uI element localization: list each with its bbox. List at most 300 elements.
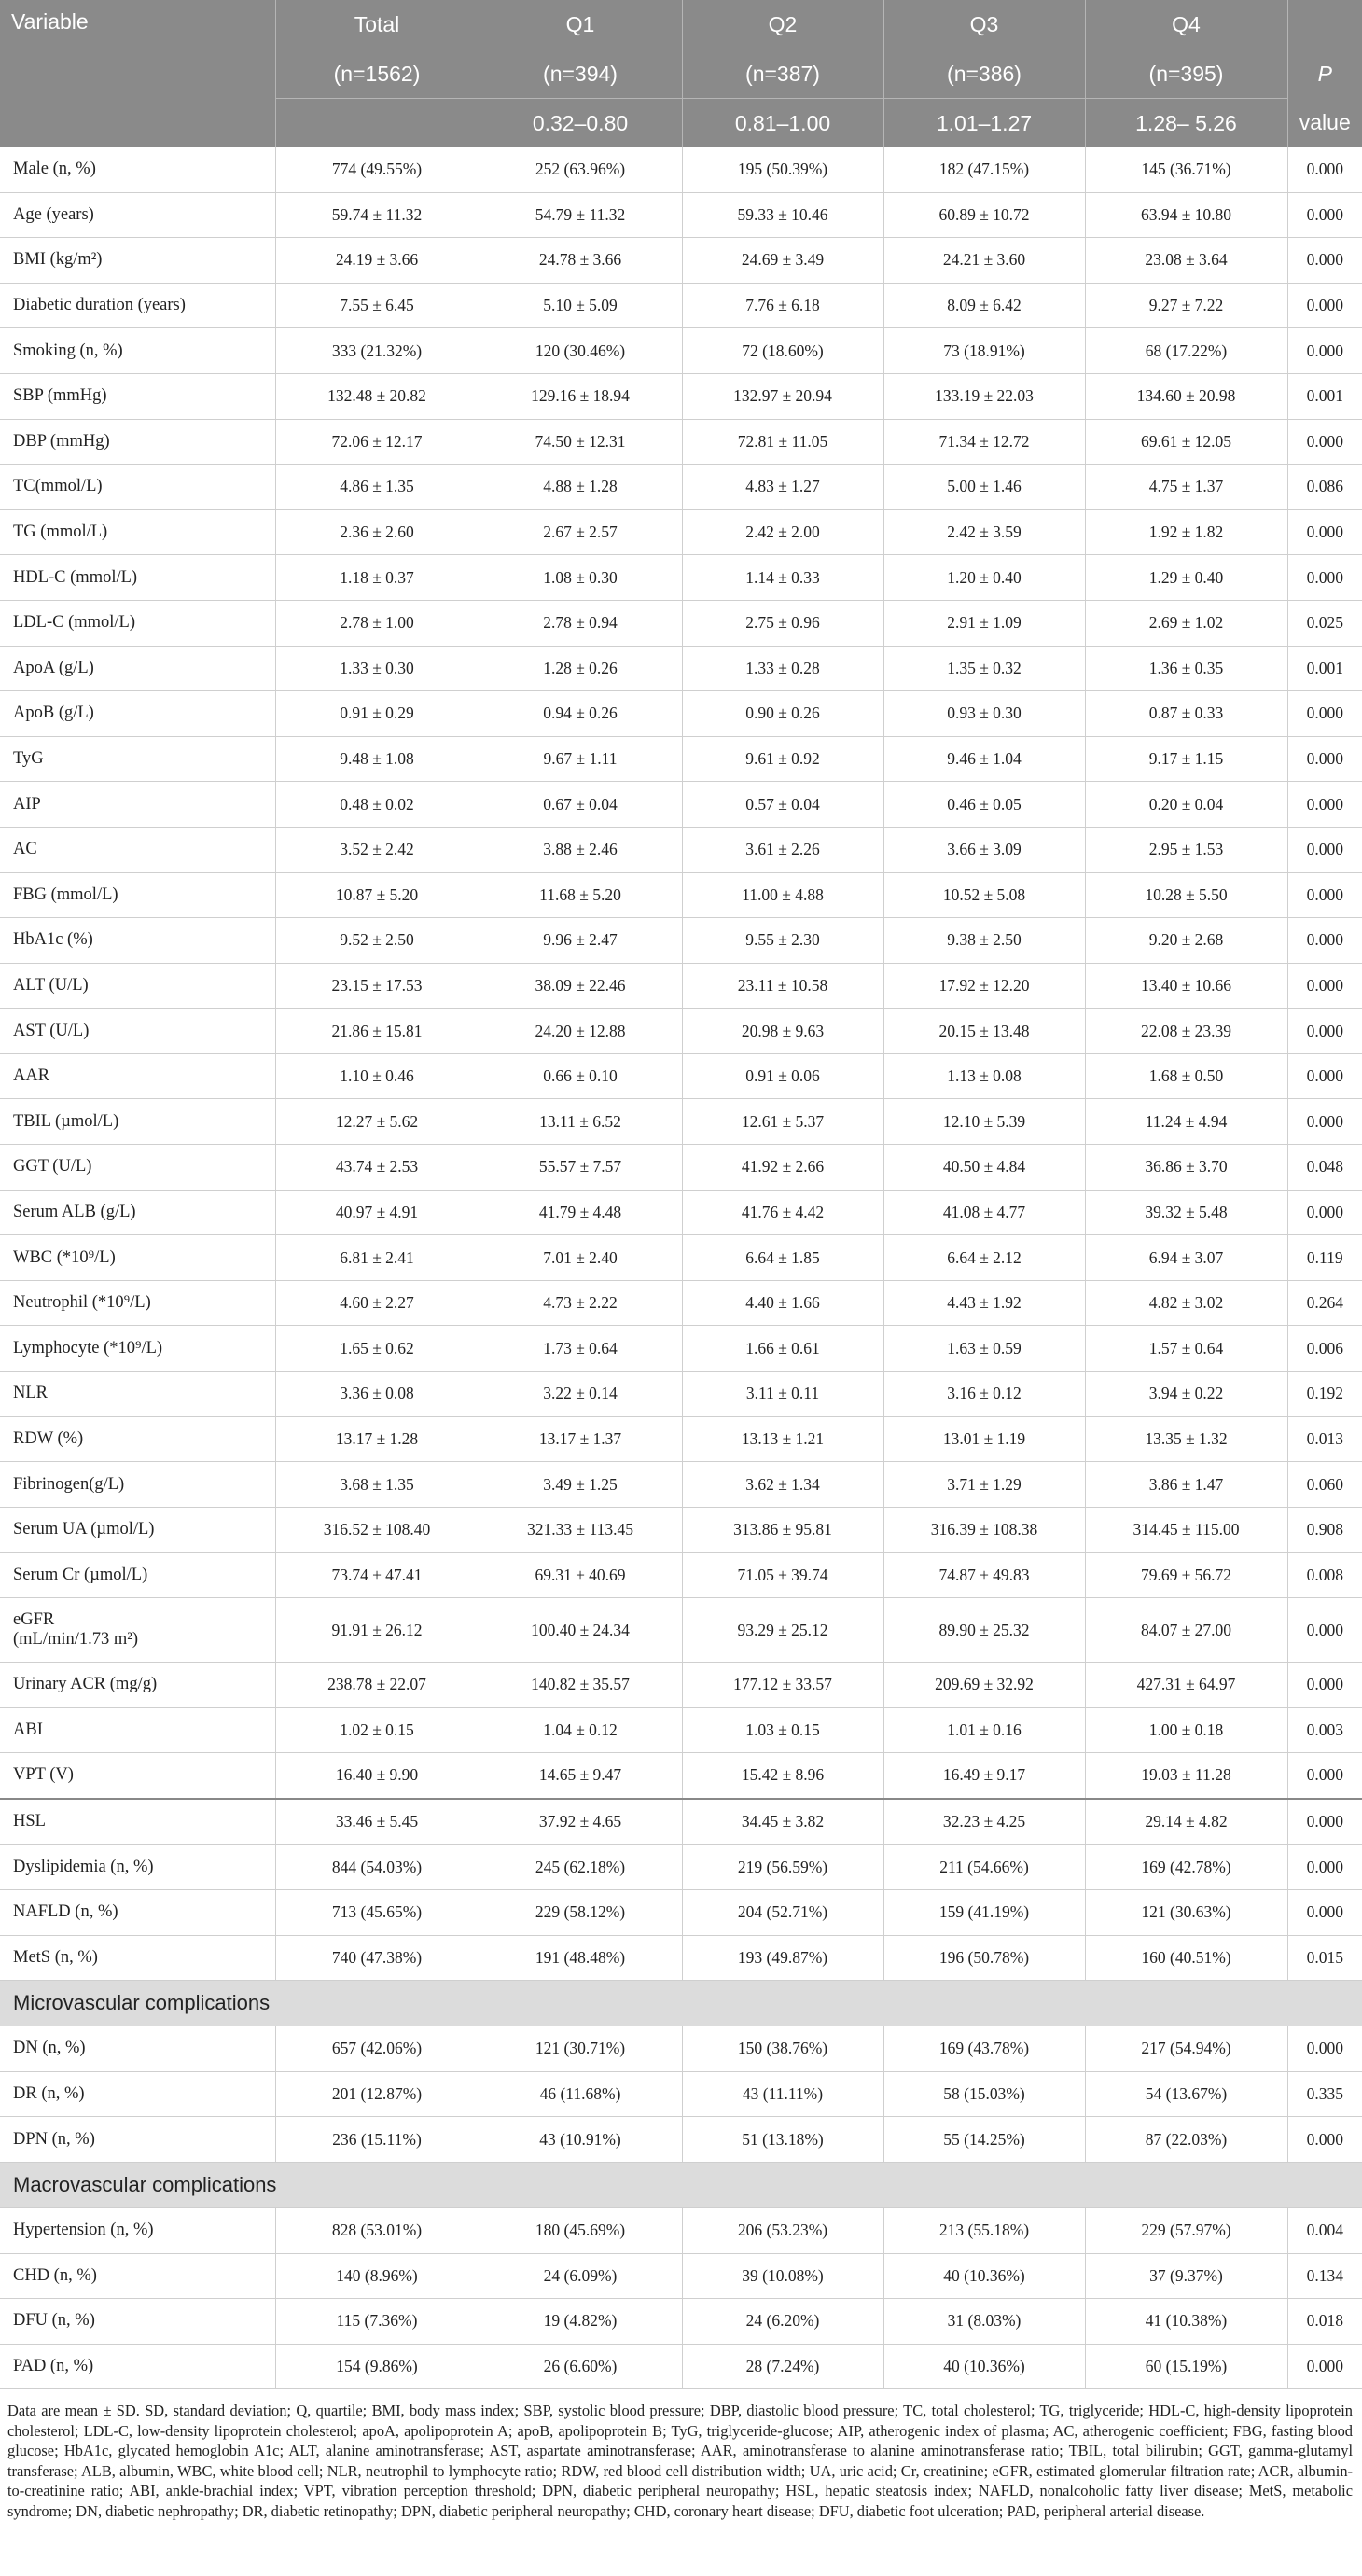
p-value-cell: 0.264 (1287, 1280, 1362, 1326)
q3-cell: 169 (43.78%) (883, 2026, 1085, 2072)
header-group-n: (n=386) (883, 49, 1085, 99)
q3-cell: 24.21 ± 3.60 (883, 238, 1085, 284)
table-row (0, 2299, 1362, 2345)
p-value-cell: 0.000 (1287, 827, 1362, 872)
table-row (0, 1935, 1362, 1981)
p-value-cell: 0.048 (1287, 1145, 1362, 1191)
p-value-cell: 0.000 (1287, 2026, 1362, 2072)
variable-cell: TG (mmol/L) (0, 509, 275, 555)
q3-cell: 316.39 ± 108.38 (883, 1507, 1085, 1553)
q4-cell: 84.07 ± 27.00 (1085, 1598, 1287, 1663)
q4-cell: 6.94 ± 3.07 (1085, 1235, 1287, 1281)
variable-cell: Serum UA (µmol/L) (0, 1507, 275, 1553)
q2-cell: 1.03 ± 0.15 (682, 1707, 883, 1753)
table-row (0, 419, 1362, 465)
table-row (0, 555, 1362, 601)
table-row (0, 192, 1362, 238)
q3-cell: 17.92 ± 12.20 (883, 963, 1085, 1009)
total-cell: 91.91 ± 26.12 (275, 1598, 479, 1663)
q3-cell: 40.50 ± 4.84 (883, 1145, 1085, 1191)
p-value-cell: 0.000 (1287, 555, 1362, 601)
q4-cell: 11.24 ± 4.94 (1085, 1099, 1287, 1145)
variable-cell: MetS (n, %) (0, 1935, 275, 1981)
q2-cell: 150 (38.76%) (682, 2026, 883, 2072)
total-cell: 9.52 ± 2.50 (275, 918, 479, 964)
q2-cell: 132.97 ± 20.94 (682, 373, 883, 419)
q2-cell: 24.69 ± 3.49 (682, 238, 883, 284)
table-row (0, 2026, 1362, 2072)
q1-cell: 46 (11.68%) (479, 2071, 682, 2117)
variable-cell: ApoA (g/L) (0, 646, 275, 691)
q3-cell: 159 (41.19%) (883, 1889, 1085, 1935)
q4-cell: 39.32 ± 5.48 (1085, 1190, 1287, 1235)
total-cell: 24.19 ± 3.66 (275, 238, 479, 284)
q2-cell: 313.86 ± 95.81 (682, 1507, 883, 1553)
q3-cell: 55 (14.25%) (883, 2117, 1085, 2163)
q4-cell: 60 (15.19%) (1085, 2344, 1287, 2389)
variable-cell: Hypertension (n, %) (0, 2207, 275, 2253)
table-body (0, 147, 1362, 2389)
q1-cell: 191 (48.48%) (479, 1935, 682, 1981)
total-cell: 0.91 ± 0.29 (275, 691, 479, 737)
q3-cell: 182 (47.15%) (883, 147, 1085, 192)
table-row (0, 465, 1362, 510)
variable-cell: DN (n, %) (0, 2026, 275, 2072)
variable-cell: Serum ALB (g/L) (0, 1190, 275, 1235)
q3-cell: 5.00 ± 1.46 (883, 465, 1085, 510)
table-row (0, 2207, 1362, 2253)
header-group-range: 0.81–1.00 (682, 99, 883, 148)
header-group-range: 0.32–0.80 (479, 99, 682, 148)
q2-cell: 177.12 ± 33.57 (682, 1663, 883, 1708)
total-cell: 3.52 ± 2.42 (275, 827, 479, 872)
total-cell: 33.46 ± 5.45 (275, 1799, 479, 1845)
header-variable: Variable (0, 0, 275, 147)
q1-cell: 11.68 ± 5.20 (479, 872, 682, 918)
p-value-cell: 0.001 (1287, 646, 1362, 691)
p-value-cell: 0.000 (1287, 419, 1362, 465)
q4-cell: 1.68 ± 0.50 (1085, 1053, 1287, 1099)
total-cell: 3.36 ± 0.08 (275, 1372, 479, 1417)
q4-cell: 1.00 ± 0.18 (1085, 1707, 1287, 1753)
q1-cell: 0.66 ± 0.10 (479, 1053, 682, 1099)
q2-cell: 219 (56.59%) (682, 1845, 883, 1890)
q1-cell: 43 (10.91%) (479, 2117, 682, 2163)
q4-cell: 22.08 ± 23.39 (1085, 1009, 1287, 1054)
header-group-name: Q3 (883, 0, 1085, 49)
p-value-cell: 0.000 (1287, 328, 1362, 374)
total-cell: 140 (8.96%) (275, 2253, 479, 2299)
section-title: Macrovascular complications (0, 2162, 1362, 2207)
q1-cell: 321.33 ± 113.45 (479, 1507, 682, 1553)
total-cell: 844 (54.03%) (275, 1845, 479, 1890)
p-value-cell: 0.000 (1287, 1799, 1362, 1845)
q2-cell: 34.45 ± 3.82 (682, 1799, 883, 1845)
q4-cell: 37 (9.37%) (1085, 2253, 1287, 2299)
variable-cell: FBG (mmol/L) (0, 872, 275, 918)
total-cell: 316.52 ± 108.40 (275, 1507, 479, 1553)
header-group-name: Q2 (682, 0, 883, 49)
variable-cell: AC (0, 827, 275, 872)
q4-cell: 10.28 ± 5.50 (1085, 872, 1287, 918)
q2-cell: 15.42 ± 8.96 (682, 1753, 883, 1799)
table-row (0, 1235, 1362, 1281)
variable-cell: RDW (%) (0, 1416, 275, 1462)
total-cell: 4.86 ± 1.35 (275, 465, 479, 510)
table-row (0, 872, 1362, 918)
q2-cell: 39 (10.08%) (682, 2253, 883, 2299)
q3-cell: 3.71 ± 1.29 (883, 1462, 1085, 1508)
total-cell: 828 (53.01%) (275, 2207, 479, 2253)
q2-cell: 93.29 ± 25.12 (682, 1598, 883, 1663)
q2-cell: 41.92 ± 2.66 (682, 1145, 883, 1191)
variable-cell: ABI (0, 1707, 275, 1753)
table-row (0, 147, 1362, 192)
q1-cell: 37.92 ± 4.65 (479, 1799, 682, 1845)
header-group-name: Total (275, 0, 479, 49)
q3-cell: 20.15 ± 13.48 (883, 1009, 1085, 1054)
total-cell: 201 (12.87%) (275, 2071, 479, 2117)
q1-cell: 13.17 ± 1.37 (479, 1416, 682, 1462)
q1-cell: 3.49 ± 1.25 (479, 1462, 682, 1508)
q3-cell: 3.66 ± 3.09 (883, 827, 1085, 872)
q4-cell: 4.75 ± 1.37 (1085, 465, 1287, 510)
q1-cell: 3.22 ± 0.14 (479, 1372, 682, 1417)
q1-cell: 0.94 ± 0.26 (479, 691, 682, 737)
table-row (0, 1053, 1362, 1099)
p-value-cell: 0.000 (1287, 192, 1362, 238)
variable-cell: HbA1c (%) (0, 918, 275, 964)
q3-cell: 2.42 ± 3.59 (883, 509, 1085, 555)
variable-cell: SBP (mmHg) (0, 373, 275, 419)
q1-cell: 54.79 ± 11.32 (479, 192, 682, 238)
variable-cell: CHD (n, %) (0, 2253, 275, 2299)
section-row (0, 1981, 1362, 2026)
q4-cell: 87 (22.03%) (1085, 2117, 1287, 2163)
q4-cell: 9.17 ± 1.15 (1085, 736, 1287, 782)
q4-cell: 3.94 ± 0.22 (1085, 1372, 1287, 1417)
variable-cell: Dyslipidemia (n, %) (0, 1845, 275, 1890)
q3-cell: 58 (15.03%) (883, 2071, 1085, 2117)
variable-cell: DR (n, %) (0, 2071, 275, 2117)
q2-cell: 9.55 ± 2.30 (682, 918, 883, 964)
table-row (0, 1462, 1362, 1508)
variable-cell: TBIL (µmol/L) (0, 1099, 275, 1145)
q4-cell: 9.27 ± 7.22 (1085, 283, 1287, 328)
variable-cell: Fibrinogen(g/L) (0, 1462, 275, 1508)
q3-cell: 41.08 ± 4.77 (883, 1190, 1085, 1235)
total-cell: 10.87 ± 5.20 (275, 872, 479, 918)
p-value-cell: 0.013 (1287, 1416, 1362, 1462)
table-row (0, 1372, 1362, 1417)
q1-cell: 245 (62.18%) (479, 1845, 682, 1890)
q2-cell: 41.76 ± 4.42 (682, 1190, 883, 1235)
variable-cell: HDL-C (mmol/L) (0, 555, 275, 601)
p-value-cell: 0.008 (1287, 1553, 1362, 1598)
table-row (0, 1190, 1362, 1235)
q4-cell: 23.08 ± 3.64 (1085, 238, 1287, 284)
q4-cell: 63.94 ± 10.80 (1085, 192, 1287, 238)
table-row (0, 1099, 1362, 1145)
total-cell: 1.02 ± 0.15 (275, 1707, 479, 1753)
q4-cell: 217 (54.94%) (1085, 2026, 1287, 2072)
q4-cell: 229 (57.97%) (1085, 2207, 1287, 2253)
q4-cell: 36.86 ± 3.70 (1085, 1145, 1287, 1191)
q3-cell: 16.49 ± 9.17 (883, 1753, 1085, 1799)
q4-cell: 9.20 ± 2.68 (1085, 918, 1287, 964)
p-value-cell: 0.000 (1287, 283, 1362, 328)
q2-cell: 3.61 ± 2.26 (682, 827, 883, 872)
q3-cell: 1.13 ± 0.08 (883, 1053, 1085, 1099)
table-row (0, 646, 1362, 691)
q4-cell: 19.03 ± 11.28 (1085, 1753, 1287, 1799)
q3-cell: 3.16 ± 0.12 (883, 1372, 1085, 1417)
q2-cell: 24 (6.20%) (682, 2299, 883, 2345)
q3-cell: 89.90 ± 25.32 (883, 1598, 1085, 1663)
q3-cell: 31 (8.03%) (883, 2299, 1085, 2345)
q3-cell: 32.23 ± 4.25 (883, 1799, 1085, 1845)
q2-cell: 4.83 ± 1.27 (682, 465, 883, 510)
q4-cell: 41 (10.38%) (1085, 2299, 1287, 2345)
p-value-cell: 0.060 (1287, 1462, 1362, 1508)
q3-cell: 10.52 ± 5.08 (883, 872, 1085, 918)
total-cell: 72.06 ± 12.17 (275, 419, 479, 465)
table-row (0, 2253, 1362, 2299)
q2-cell: 1.66 ± 0.61 (682, 1326, 883, 1372)
q2-cell: 204 (52.71%) (682, 1889, 883, 1935)
variable-cell: VPT (V) (0, 1753, 275, 1799)
q2-cell: 72.81 ± 11.05 (682, 419, 883, 465)
p-value-cell: 0.018 (1287, 2299, 1362, 2345)
q1-cell: 13.11 ± 6.52 (479, 1099, 682, 1145)
q1-cell: 41.79 ± 4.48 (479, 1190, 682, 1235)
table-row (0, 600, 1362, 646)
variable-cell: DPN (n, %) (0, 2117, 275, 2163)
q3-cell: 40 (10.36%) (883, 2344, 1085, 2389)
q4-cell: 1.29 ± 0.40 (1085, 555, 1287, 601)
q4-cell: 13.35 ± 1.32 (1085, 1416, 1287, 1462)
q4-cell: 1.92 ± 1.82 (1085, 509, 1287, 555)
q3-cell: 12.10 ± 5.39 (883, 1099, 1085, 1145)
q4-cell: 3.86 ± 1.47 (1085, 1462, 1287, 1508)
q2-cell: 59.33 ± 10.46 (682, 192, 883, 238)
q1-cell: 24.20 ± 12.88 (479, 1009, 682, 1054)
table-header (0, 0, 1362, 147)
table-row (0, 509, 1362, 555)
q4-cell: 0.87 ± 0.33 (1085, 691, 1287, 737)
total-cell: 1.10 ± 0.46 (275, 1053, 479, 1099)
table-row (0, 2344, 1362, 2389)
p-value-cell: 0.000 (1287, 1889, 1362, 1935)
total-cell: 1.65 ± 0.62 (275, 1326, 479, 1372)
variable-cell: Diabetic duration (years) (0, 283, 275, 328)
total-cell: 132.48 ± 20.82 (275, 373, 479, 419)
p-value-cell: 0.000 (1287, 1190, 1362, 1235)
q2-cell: 7.76 ± 6.18 (682, 283, 883, 328)
q2-cell: 13.13 ± 1.21 (682, 1416, 883, 1462)
q1-cell: 2.67 ± 2.57 (479, 509, 682, 555)
total-cell: 73.74 ± 47.41 (275, 1553, 479, 1598)
table-row (0, 1799, 1362, 1845)
q2-cell: 28 (7.24%) (682, 2344, 883, 2389)
total-cell: 23.15 ± 17.53 (275, 963, 479, 1009)
p-value-cell: 0.000 (1287, 691, 1362, 737)
p-value-cell: 0.000 (1287, 1598, 1362, 1663)
q3-cell: 1.63 ± 0.59 (883, 1326, 1085, 1372)
q2-cell: 4.40 ± 1.66 (682, 1280, 883, 1326)
q1-cell: 4.88 ± 1.28 (479, 465, 682, 510)
header-group-n: (n=395) (1085, 49, 1287, 99)
variable-cell: ALT (U/L) (0, 963, 275, 1009)
total-cell: 1.18 ± 0.37 (275, 555, 479, 601)
table-row (0, 1145, 1362, 1191)
section-row (0, 2162, 1362, 2207)
p-value-cell: 0.006 (1287, 1326, 1362, 1372)
table-row (0, 1553, 1362, 1598)
total-cell: 40.97 ± 4.91 (275, 1190, 479, 1235)
table-row (0, 691, 1362, 737)
table-row (0, 782, 1362, 828)
q3-cell: 13.01 ± 1.19 (883, 1416, 1085, 1462)
p-value-cell: 0.000 (1287, 1663, 1362, 1708)
q3-cell: 9.38 ± 2.50 (883, 918, 1085, 964)
variable-cell: AAR (0, 1053, 275, 1099)
total-cell: 2.78 ± 1.00 (275, 600, 479, 646)
q2-cell: 12.61 ± 5.37 (682, 1099, 883, 1145)
q4-cell: 2.69 ± 1.02 (1085, 600, 1287, 646)
q2-cell: 206 (53.23%) (682, 2207, 883, 2253)
q2-cell: 0.57 ± 0.04 (682, 782, 883, 828)
q4-cell: 68 (17.22%) (1085, 328, 1287, 374)
p-value-cell: 0.119 (1287, 1235, 1362, 1281)
p-value-cell: 0.000 (1287, 1053, 1362, 1099)
q1-cell: 38.09 ± 22.46 (479, 963, 682, 1009)
q4-cell: 1.36 ± 0.35 (1085, 646, 1287, 691)
q2-cell: 51 (13.18%) (682, 2117, 883, 2163)
table-row (0, 1598, 1362, 1663)
variable-cell: NAFLD (n, %) (0, 1889, 275, 1935)
table-row (0, 963, 1362, 1009)
p-value-cell: 0.000 (1287, 736, 1362, 782)
p-value-cell: 0.000 (1287, 782, 1362, 828)
q2-cell: 2.42 ± 2.00 (682, 509, 883, 555)
table-row (0, 283, 1362, 328)
table-row (0, 1507, 1362, 1553)
q1-cell: 19 (4.82%) (479, 2299, 682, 2345)
q4-cell: 160 (40.51%) (1085, 1935, 1287, 1981)
p-value-cell: 0.015 (1287, 1935, 1362, 1981)
total-cell: 238.78 ± 22.07 (275, 1663, 479, 1708)
q3-cell: 1.01 ± 0.16 (883, 1707, 1085, 1753)
q2-cell: 0.90 ± 0.26 (682, 691, 883, 737)
total-cell: 7.55 ± 6.45 (275, 283, 479, 328)
variable-cell: AIP (0, 782, 275, 828)
header-group-name: Q4 (1085, 0, 1287, 49)
variable-cell: DBP (mmHg) (0, 419, 275, 465)
q1-cell: 1.28 ± 0.26 (479, 646, 682, 691)
table-footnote: Data are mean ± SD. SD, standard deviation; Q, quartile; BMI, body mass index; SBP, systolic blood pressure; DBP, diastolic blood pressure; TC, total cholesterol; TG, triglyceride; HDL-C, high-density lipoprotein cholesterol; LDL-C, low-density lipoprotein cholesterol; apoA, apolipoprotein A; apoB, apolipoprotein B; TyG, triglyceride-glucose; AIP, atherogenic index of plasma; AC, atherogenic coefficient; FBG, fasting blood glucose; HbA1c, glycated hemoglobin A1c; ALT, alanine aminotransferase; AST, aspartate aminotransferase; AAR, aminotransferase to alanine aminotransferase ratio; TBIL, total bilirubin; GGT, gamma-glutamyl transferase; ALB, albumin, WBC, white blood cell; NLR, neutrophil to lymphocyte ratio; RDW, red blood cell distribution width; UA, uric acid; Cr, creatinine; eGFR, estimated glomerular filtration rate; ACR, albumin- to-creatinine ratio; ABI, ankle-brachial index; VPT, vibration perception threshold; DPN, diabetic peripheral neuropathy; HSL, hepatic steatosis index; NAFLD, nonalcoholic fatty liver disease; MetS, metabolic syndrome; DN, diabetic nephropathy; DR, diabetic retinopathy; DPN, diabetic peripheral neuropathy; CHD, coronary heart disease; DFU, diabetic foot ulceration; PAD, peripheral arterial disease. (7, 2402, 1353, 2520)
q3-cell: 1.20 ± 0.40 (883, 555, 1085, 601)
q2-cell: 195 (50.39%) (682, 147, 883, 192)
p-value-cell: 0.000 (1287, 918, 1362, 964)
q3-cell: 2.91 ± 1.09 (883, 600, 1085, 646)
q2-cell: 1.14 ± 0.33 (682, 555, 883, 601)
q3-cell: 8.09 ± 6.42 (883, 283, 1085, 328)
variable-cell: TC(mmol/L) (0, 465, 275, 510)
q1-cell: 229 (58.12%) (479, 1889, 682, 1935)
variable-cell: ApoB (g/L) (0, 691, 275, 737)
section-title: Microvascular complications (0, 1981, 1362, 2026)
p-value-cell: 0.000 (1287, 2117, 1362, 2163)
table-row (0, 328, 1362, 374)
table-row (0, 1707, 1362, 1753)
q2-cell: 3.11 ± 0.11 (682, 1372, 883, 1417)
q1-cell: 24.78 ± 3.66 (479, 238, 682, 284)
p-value-cell: 0.000 (1287, 509, 1362, 555)
q3-cell: 0.93 ± 0.30 (883, 691, 1085, 737)
header-p-label: P (1287, 49, 1362, 99)
q3-cell: 6.64 ± 2.12 (883, 1235, 1085, 1281)
total-cell: 333 (21.32%) (275, 328, 479, 374)
q4-cell: 134.60 ± 20.98 (1085, 373, 1287, 419)
q3-cell: 211 (54.66%) (883, 1845, 1085, 1890)
table-row (0, 827, 1362, 872)
variable-cell: HSL (0, 1799, 275, 1845)
q3-cell: 9.46 ± 1.04 (883, 736, 1085, 782)
q3-cell: 196 (50.78%) (883, 1935, 1085, 1981)
header-p-value-label: value (1287, 99, 1362, 148)
q3-cell: 74.87 ± 49.83 (883, 1553, 1085, 1598)
table-row (0, 238, 1362, 284)
p-value-cell: 0.004 (1287, 2207, 1362, 2253)
q1-cell: 129.16 ± 18.94 (479, 373, 682, 419)
total-cell: 1.33 ± 0.30 (275, 646, 479, 691)
q4-cell: 145 (36.71%) (1085, 147, 1287, 192)
total-cell: 774 (49.55%) (275, 147, 479, 192)
q4-cell: 169 (42.78%) (1085, 1845, 1287, 1890)
variable-cell: Neutrophil (*10⁹/L) (0, 1280, 275, 1326)
q2-cell: 11.00 ± 4.88 (682, 872, 883, 918)
q2-cell: 3.62 ± 1.34 (682, 1462, 883, 1508)
q1-cell: 24 (6.09%) (479, 2253, 682, 2299)
q1-cell: 7.01 ± 2.40 (479, 1235, 682, 1281)
q1-cell: 121 (30.71%) (479, 2026, 682, 2072)
q4-cell: 2.95 ± 1.53 (1085, 827, 1287, 872)
q2-cell: 9.61 ± 0.92 (682, 736, 883, 782)
q1-cell: 0.67 ± 0.04 (479, 782, 682, 828)
table-row (0, 1753, 1362, 1799)
header-group-range: 1.28– 5.26 (1085, 99, 1287, 148)
table-row (0, 1416, 1362, 1462)
q4-cell: 13.40 ± 10.66 (1085, 963, 1287, 1009)
q2-cell: 6.64 ± 1.85 (682, 1235, 883, 1281)
q1-cell: 100.40 ± 24.34 (479, 1598, 682, 1663)
total-cell: 4.60 ± 2.27 (275, 1280, 479, 1326)
p-value-cell: 0.000 (1287, 1009, 1362, 1054)
q4-cell: 4.82 ± 3.02 (1085, 1280, 1287, 1326)
p-value-cell: 0.086 (1287, 465, 1362, 510)
total-cell: 0.48 ± 0.02 (275, 782, 479, 828)
p-value-cell: 0.335 (1287, 2071, 1362, 2117)
variable-cell: Lymphocyte (*10⁹/L) (0, 1326, 275, 1372)
total-cell: 21.86 ± 15.81 (275, 1009, 479, 1054)
q1-cell: 2.78 ± 0.94 (479, 600, 682, 646)
table-row (0, 1889, 1362, 1935)
q2-cell: 43 (11.11%) (682, 2071, 883, 2117)
q2-cell: 71.05 ± 39.74 (682, 1553, 883, 1598)
table-row (0, 1663, 1362, 1708)
q4-cell: 29.14 ± 4.82 (1085, 1799, 1287, 1845)
